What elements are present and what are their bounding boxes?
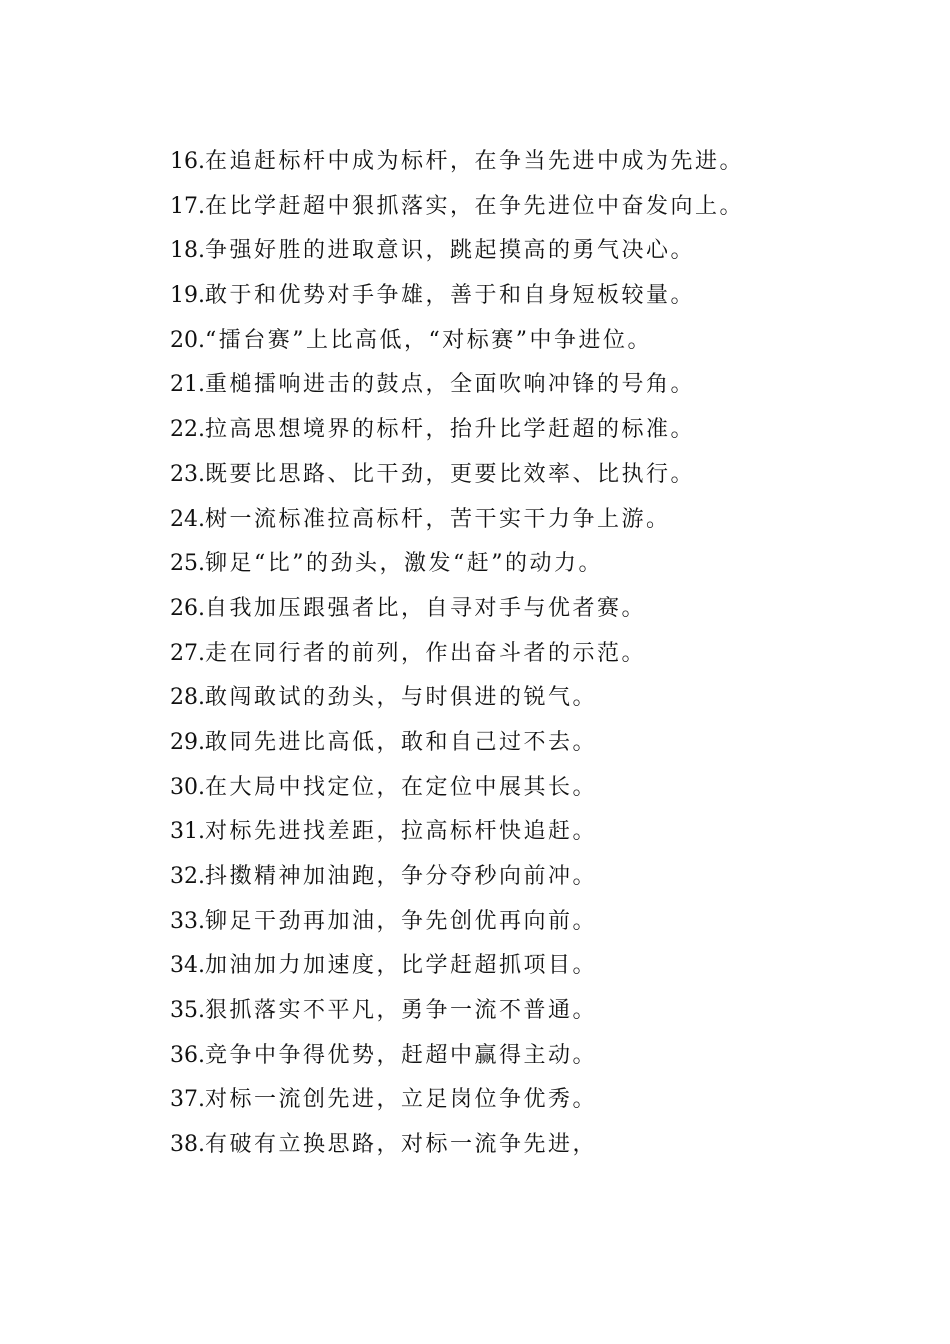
item-number: 17. [170,193,205,219]
list-item [170,229,744,274]
item-text: 有破有立换思路，对标一流争先进， [205,1132,598,1158]
list-item [170,274,744,319]
list-item [170,319,744,364]
list-item [170,498,744,543]
item-number: 16. [170,149,205,174]
list-item [170,855,744,900]
item-number: 28. [170,685,205,711]
item-number: 19. [170,283,205,309]
list-item [170,632,744,677]
list-item [170,140,744,185]
list-item [170,1123,744,1168]
item-text: 敢于和优势对手争雄，善于和自身短板较量。 [205,283,696,309]
item-number: 33. [170,908,205,934]
list-item [170,587,744,632]
list-item [170,944,744,989]
item-number: 29. [170,729,205,755]
item-number: 35. [170,998,205,1024]
item-text: 走在同行者的前列，作出奋斗者的示范。 [205,640,647,666]
item-text: 抖擞精神加油跑，争分夺秒向前冲。 [205,864,598,889]
item-number: 18. [170,238,205,264]
item-number: 20. [170,327,205,353]
list-item [170,766,744,811]
list-item [170,900,744,945]
item-number: 27. [170,640,205,666]
item-text: 争强好胜的进取意识，跳起摸高的勇气决心。 [205,238,696,264]
item-number: 34. [170,953,205,979]
item-number: 23. [170,461,205,487]
list-item [170,453,744,498]
item-number: 37. [170,1087,205,1113]
item-text: 铆足干劲再加油，争先创优再向前。 [205,908,598,934]
item-text: 敢同先进比高低，敢和自己过不去。 [205,729,598,755]
list-item [170,363,744,408]
item-text: 重槌擂响进击的鼓点，全面吹响冲锋的号角。 [205,372,696,398]
item-text: 在追赶标杆中成为标杆，在争当先进中成为先进。 [205,149,745,174]
item-text: 加油加力加速度，比学赶超抓项目。 [205,953,598,979]
list-item [170,989,744,1034]
item-number: 26. [170,595,205,621]
list-item [170,810,744,855]
list-item [170,408,744,453]
item-number: 21. [170,372,205,398]
item-text: 竞争中争得优势，赶超中赢得主动。 [205,1042,598,1068]
slogan-list [170,140,744,1168]
item-number: 32. [170,864,205,889]
item-number: 30. [170,774,205,800]
list-item [170,721,744,766]
item-number: 24. [170,506,205,532]
item-text: 树一流标准拉高标杆，苦干实干力争上游。 [205,506,671,532]
item-text: 既要比思路、比干劲，更要比效率、比执行。 [205,461,696,487]
item-number: 22. [170,417,205,443]
item-text: 对标一流创先进，立足岗位争优秀。 [205,1087,598,1113]
item-text: 拉高思想境界的标杆，抬升比学赶超的标准。 [205,417,696,443]
item-text: 在比学赶超中狠抓落实，在争先进位中奋发向上。 [205,193,745,219]
item-text: 敢闯敢试的劲头，与时俱进的锐气。 [205,685,598,711]
item-number: 31. [170,819,205,845]
item-number: 38. [170,1132,205,1158]
item-text: 在大局中找定位，在定位中展其长。 [205,774,598,800]
list-item [170,1078,744,1123]
item-number: 25. [170,551,205,577]
list-item [170,676,744,721]
item-text: “擂台赛”上比高低，“对标赛”中争进位。 [205,327,652,353]
item-number: 36. [170,1042,205,1068]
item-text: 狠抓落实不平凡，勇争一流不普通。 [205,998,598,1024]
item-text: 对标先进找差距，拉高标杆快追赶。 [205,819,598,845]
list-item [170,1034,744,1079]
item-text: 自我加压跟强者比，自寻对手与优者赛。 [205,595,647,621]
list-item [170,542,744,587]
list-item [170,185,744,230]
item-text: 铆足“比”的劲头，激发“赶”的动力。 [205,551,603,577]
